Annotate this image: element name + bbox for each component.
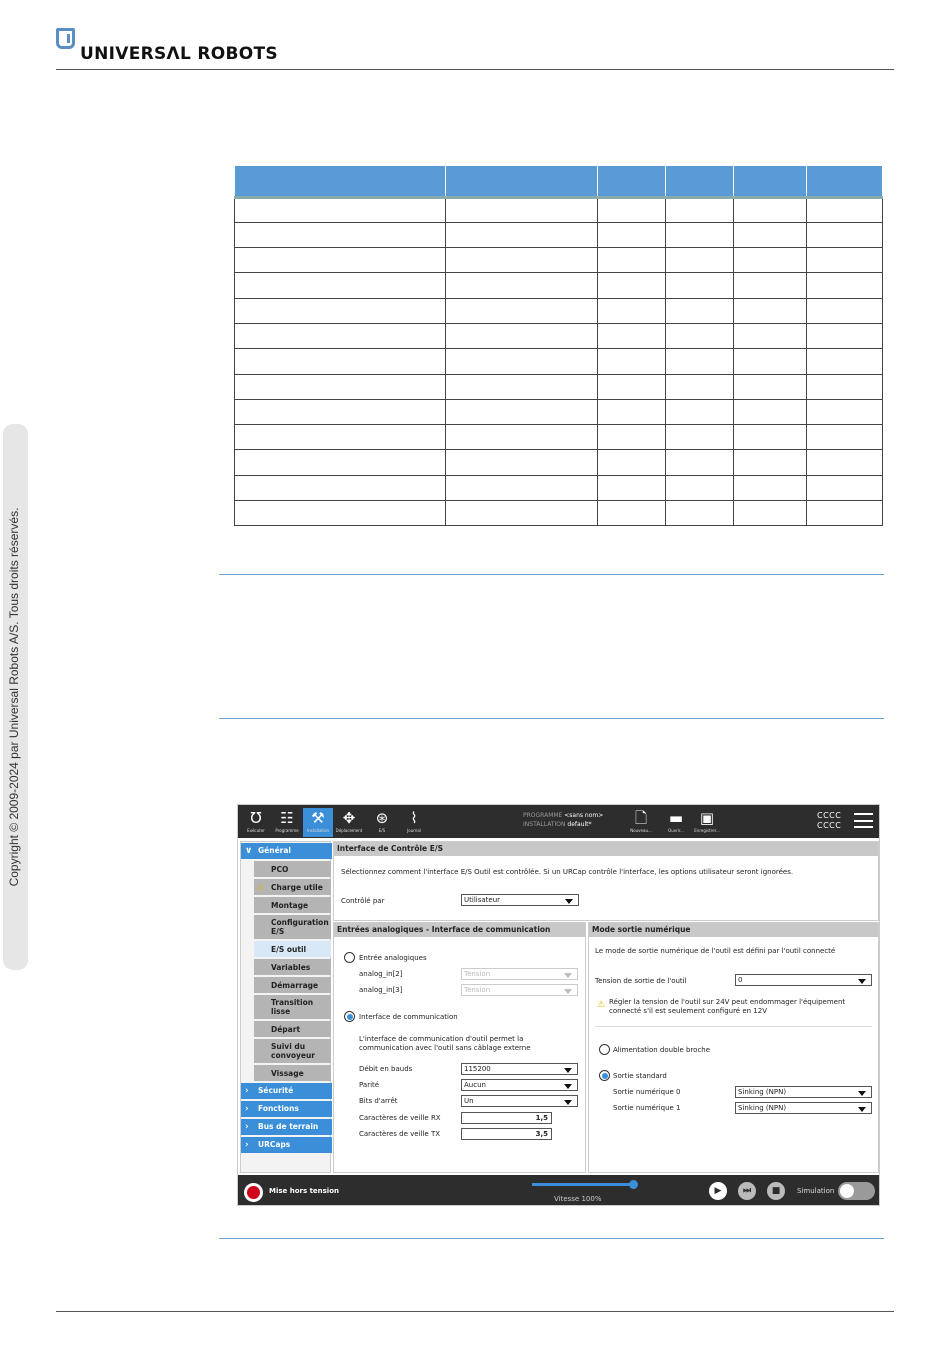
table-cell [598,197,666,222]
table-cell [598,323,666,348]
table-cell [666,475,734,500]
table-cell [235,273,446,298]
table-cell [235,450,446,475]
item-label: E/S outil [271,944,307,954]
sidebar-item-payload[interactable] [254,879,331,895]
sidebar-item-home[interactable] [254,1021,331,1037]
speed-slider-knob[interactable] [629,1180,638,1189]
tx-idle-chars-input[interactable]: 3,5 [461,1128,552,1140]
sidebar-item-io-setup[interactable] [254,915,331,939]
standard-output-label: Sortie standard [613,1072,667,1080]
item-label: Charge utile [271,882,323,892]
footer-rule [56,1311,894,1312]
dual-pin-power-radio[interactable] [599,1044,610,1055]
sidebar-section-general[interactable] [241,843,332,859]
log-tab[interactable] [399,808,429,837]
power-off-label: Mise hors tension [269,1187,339,1195]
empty-table [234,166,883,526]
table-cell [666,501,734,526]
sidebar-item-tool-io[interactable] [254,941,331,957]
run-tab[interactable] [241,808,271,837]
baud-rate-select[interactable]: 115200 [461,1063,578,1075]
table-cell [666,298,734,323]
table-cell [807,374,883,399]
chevron-right-icon: › [245,1140,249,1150]
table-cell [598,273,666,298]
voltage-warning: connecté s'il est seulement configuré en 12V [609,1007,767,1015]
table-cell [235,374,446,399]
comm-interface-radio[interactable] [344,1011,355,1022]
table-cell [734,323,807,348]
play-icon[interactable]: ▶ [709,1182,727,1200]
program-tab[interactable] [272,808,302,837]
log-icon: ⌇ [410,809,418,827]
section-divider [219,574,884,575]
folder-icon: ▬ [668,809,684,827]
status-line: CCCC [817,821,842,830]
table-header-cell [807,166,883,197]
chevron-right-icon: › [245,1122,249,1132]
table-cell [235,323,446,348]
bottom-bar [238,1175,880,1206]
sidebar-section-fieldbus[interactable] [241,1119,332,1135]
section-label: Fonctions [258,1104,299,1113]
rx-idle-chars-input[interactable]: 1,5 [461,1112,552,1124]
table-cell [235,475,446,500]
table-cell [598,298,666,323]
simulation-toggle[interactable] [838,1182,875,1200]
table-header-cell [598,166,666,197]
table-cell [445,298,598,323]
table-cell [235,222,446,247]
table-cell [235,425,446,450]
io-tab[interactable] [367,808,397,837]
table-cell [598,374,666,399]
digital-output-panel [588,922,879,1173]
table-cell [807,323,883,348]
tx-idle-chars-label: Caractères de veille TX [359,1130,441,1138]
table-cell [734,349,807,374]
digital-out1-label: Sortie numérique 1 [613,1104,681,1112]
table-cell [445,197,598,222]
move-tab[interactable] [334,808,364,837]
hamburger-menu-icon[interactable] [854,813,873,828]
table-cell [235,349,446,374]
chevron-right-icon: › [245,1104,249,1114]
table-cell [445,475,598,500]
ur-logo-icon: Ʊ [250,809,262,827]
status-line: CCCC [817,811,842,820]
installation-label: INSTALLATION [523,821,566,828]
program-icon: ☷ [280,809,294,827]
table-row [235,399,883,424]
tab-label: Programme [275,828,299,833]
item-label: Variables [271,962,311,972]
controlled-by-select[interactable]: Utilisateur [461,894,579,906]
save-button[interactable] [692,808,722,837]
item-label: Configuration E/S [271,918,329,936]
table-cell [445,399,598,424]
section-label: Sécurité [258,1086,294,1095]
table-cell [598,248,666,273]
chevron-down-icon: ∨ [245,846,253,856]
sidebar-item-screwdriving[interactable] [254,1065,331,1081]
table-cell [445,222,598,247]
stop-bits-select[interactable]: Un [461,1095,578,1107]
stop-icon[interactable]: ■ [767,1182,785,1200]
table-cell [807,298,883,323]
table-header-cell [734,166,807,197]
table-cell [445,248,598,273]
section-divider [219,718,884,719]
baud-rate-label: Débit en bauds [359,1065,413,1073]
table-row [235,197,883,222]
program-value: <sans nom> [564,812,604,819]
stop-bits-label: Bits d'arrêt [359,1097,398,1105]
analog-inputs-radio[interactable] [344,952,355,963]
table-cell [445,374,598,399]
table-header-cell [445,166,598,197]
comm-interface-label: Interface de communication [359,1013,458,1021]
table-cell [598,501,666,526]
table-row [235,222,883,247]
table-cell [235,501,446,526]
analog-in2-label: analog_in[2] [359,970,403,978]
table-cell [598,399,666,424]
rx-idle-chars-label: Caractères de veille RX [359,1114,441,1122]
speed-label: Vitesse 100% [554,1195,602,1203]
comm-description: communication avec l'outil sans câblage externe [359,1044,531,1052]
parity-select[interactable]: Aucun [461,1079,578,1091]
sidebar-section-features[interactable] [241,1101,332,1117]
table-row [235,273,883,298]
item-label: PCO [271,864,289,874]
table-row [235,501,883,526]
table-cell [807,197,883,222]
table-cell [807,248,883,273]
table-cell [734,298,807,323]
table-cell [807,501,883,526]
header-rule [56,69,894,70]
table-cell [445,425,598,450]
divider [595,1026,872,1027]
section-label: Général [258,846,291,855]
voltage-warning: Régler la tension de l'outil sur 24V peut endommager l'équipement [609,998,846,1006]
table-cell [445,273,598,298]
table-cell [734,501,807,526]
tab-label: Déplacement [335,828,363,833]
item-label: Transition lisse [271,998,314,1016]
installation-tab[interactable] [303,808,333,837]
tab-label: Journal [407,828,421,833]
table-cell [598,349,666,374]
save-icon: ▣ [699,809,715,827]
new-button[interactable] [626,808,656,837]
digital-out1-select[interactable]: Sinking (NPN) [735,1102,872,1114]
tab-label: Exécuter [247,828,265,833]
table-cell [666,197,734,222]
table-cell [598,475,666,500]
standard-output-radio[interactable] [599,1070,610,1081]
table-cell [734,374,807,399]
item-label: Suivi du convoyeur [271,1042,315,1060]
table-cell [807,425,883,450]
status-readout [817,811,841,831]
digital-mode-description: Le mode de sortie numérique de l'outil est défini par l'outil connecté [595,947,836,955]
table-cell [734,450,807,475]
sidebar-section-safety[interactable] [241,1083,332,1099]
table-row [235,475,883,500]
section-divider [219,1238,884,1239]
table-cell [734,399,807,424]
table-cell [807,475,883,500]
table-cell [666,450,734,475]
table-cell [445,323,598,348]
table-row [235,298,883,323]
table-cell [666,248,734,273]
ur-logo-icon [56,28,75,49]
table-cell [666,374,734,399]
installation-icon: ⚒ [311,809,325,827]
table-cell [445,501,598,526]
digital-out0-select[interactable]: Sinking (NPN) [735,1086,872,1098]
dual-pin-power-label: Alimentation double broche [613,1046,711,1054]
analog-inputs-label: Entrée analogiques [359,954,427,962]
io-icon: ⊛ [375,809,389,827]
section-label: URCaps [258,1140,291,1149]
table-cell [445,349,598,374]
move-icon: ✥ [342,809,356,827]
tab-label: E/S [378,828,386,833]
analog-in2-select[interactable]: Tension [461,968,578,980]
controlled-by-label: Contrôlé par [341,897,385,905]
sidebar-item-conveyor-tracking[interactable] [254,1039,331,1063]
warning-icon: ⚠ [597,1000,606,1010]
table-cell [235,399,446,424]
logo-text: UNIVERSΛL ROBOTS [80,44,278,64]
table-header-row [235,166,883,197]
table-row [235,349,883,374]
item-label: Montage [271,900,309,910]
panel-description: Sélectionnez comment l'interface E/S Outil est contrôlée. Si un URCap contrôle l'interface, les options utilisateur seront ignorées. [341,868,794,876]
table-cell [807,450,883,475]
table-cell [807,399,883,424]
table-header-cell [666,166,734,197]
program-info [523,811,603,829]
comm-description: L'interface de communication d'outil permet la [359,1035,524,1043]
chevron-right-icon: › [245,1086,249,1096]
tool-voltage-label: Tension de sortie de l'outil [595,977,687,985]
parity-label: Parité [359,1081,380,1089]
io-interface-panel [333,841,879,921]
table-cell [807,349,883,374]
tab-label: Installation [306,828,330,833]
sidebar-item-smooth-transition[interactable] [254,995,331,1019]
table-cell [666,425,734,450]
table-cell [666,222,734,247]
sidebar-item-variables[interactable] [254,959,331,975]
tool-voltage-select[interactable]: 0 [735,974,872,986]
table-cell [598,222,666,247]
table-cell [734,425,807,450]
table-row [235,425,883,450]
table-cell [666,323,734,348]
table-cell [666,349,734,374]
item-label: Départ [271,1024,301,1034]
table-cell [235,197,446,222]
panel-title: Interface de Contrôle E/S [334,842,878,856]
top-toolbar [238,805,880,838]
power-off-button[interactable] [244,1183,263,1202]
table-cell [235,298,446,323]
table-cell [807,222,883,247]
table-cell [734,273,807,298]
installation-value: default* [567,821,592,828]
polyscope-screenshot [237,804,880,1206]
table-cell [445,450,598,475]
table-cell [598,450,666,475]
new-file-icon: 🗋 [634,809,648,827]
button-label: Ouvrir... [668,828,684,833]
analog-in3-label: analog_in[3] [359,986,403,994]
warning-icon: ⚠ [257,882,265,892]
table-row [235,450,883,475]
step-icon[interactable]: ⏭ [738,1182,756,1200]
analog-in3-select[interactable]: Tension [461,984,578,996]
table-cell [235,248,446,273]
table-cell [734,222,807,247]
sidebar-section-urcaps[interactable] [241,1137,332,1153]
button-label: Nouveau... [630,828,652,833]
sidebar-item-startup[interactable] [254,977,331,993]
copyright-text: Copyright © 2009-2024 par Universal Robots A/S. Tous droits réservés. [7,507,21,887]
item-label: Vissage [271,1068,304,1078]
table-cell [734,197,807,222]
table-cell [598,425,666,450]
item-label: Démarrage [271,980,319,990]
table-row [235,323,883,348]
panel-title: Entrées analogiques - Interface de communication [334,923,585,937]
button-label: Enregistrer... [694,828,720,833]
table-cell [734,475,807,500]
analog-inputs-panel [333,922,586,1173]
open-button[interactable] [661,808,691,837]
sidebar-item-pco[interactable] [254,861,331,877]
panel-title: Mode sortie numérique [589,923,878,937]
table-cell [807,273,883,298]
program-label: PROGRAMME [523,812,563,819]
sidebar-item-mounting[interactable] [254,897,331,913]
table-cell [666,399,734,424]
table-header-cell [235,166,446,197]
table-cell [734,248,807,273]
table-cell [666,273,734,298]
speed-slider[interactable] [532,1183,633,1186]
table-row [235,374,883,399]
simulation-label: Simulation [797,1187,835,1195]
table-row [235,248,883,273]
digital-out0-label: Sortie numérique 0 [613,1088,681,1096]
section-label: Bus de terrain [258,1122,319,1131]
speed-slider-fill [532,1183,633,1186]
installation-sidebar [240,841,331,1173]
